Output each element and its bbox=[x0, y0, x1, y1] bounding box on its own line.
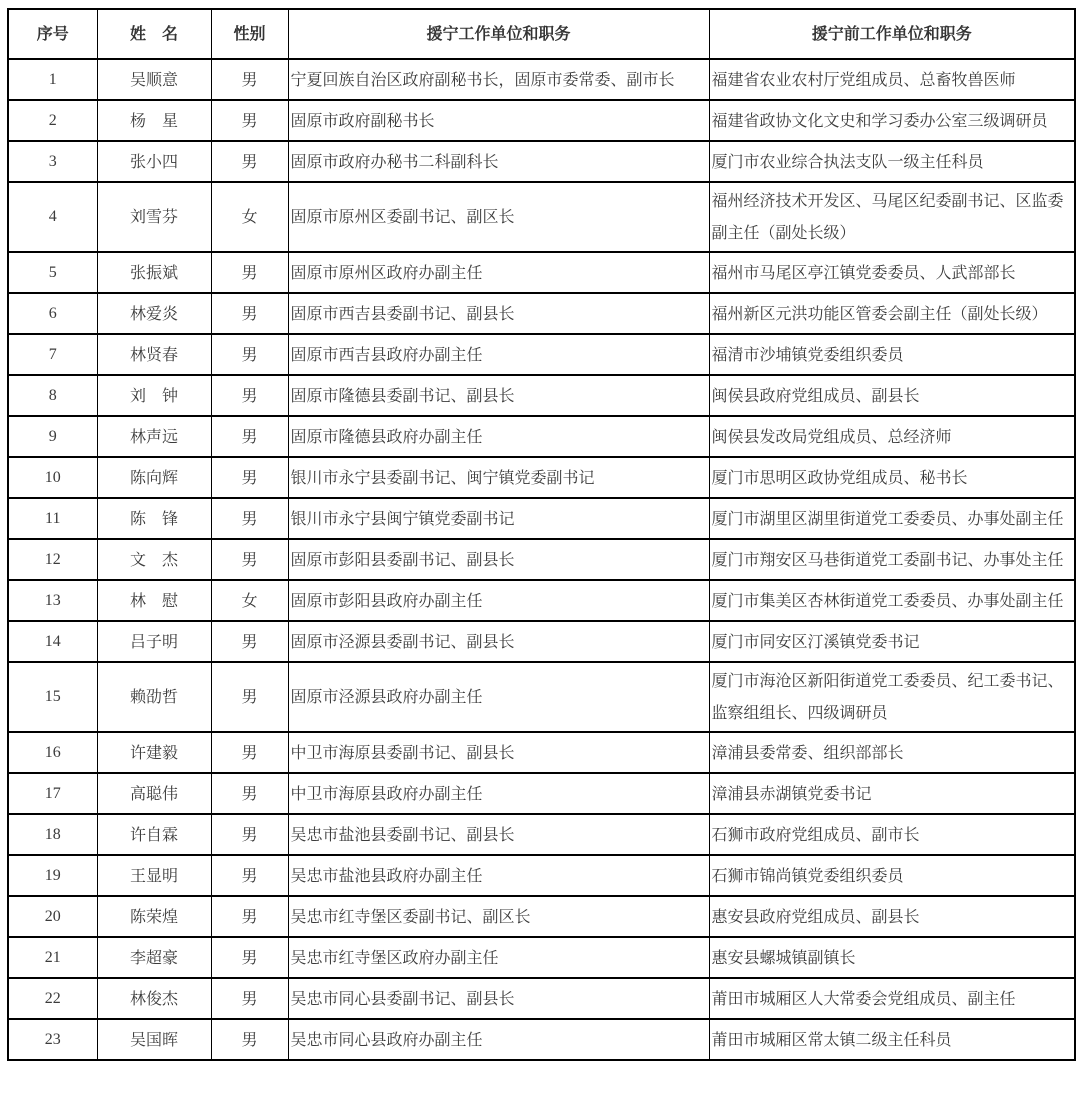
cell-gender: 男 bbox=[211, 293, 288, 334]
cell-previous-unit-position: 厦门市思明区政协党组成员、秘书长 bbox=[709, 457, 1075, 498]
table-body bbox=[8, 59, 1075, 1060]
table-row bbox=[8, 855, 1075, 896]
table-row bbox=[8, 416, 1075, 457]
cell-previous-unit-position: 福清市沙埔镇党委组织委员 bbox=[709, 334, 1075, 375]
cell-previous-unit-position: 石狮市锦尚镇党委组织委员 bbox=[709, 855, 1075, 896]
table-row bbox=[8, 580, 1075, 621]
cell-gender: 男 bbox=[211, 732, 288, 773]
cell-name: 陈荣煌 bbox=[97, 896, 211, 937]
cell-previous-unit-position: 闽侯县政府党组成员、副县长 bbox=[709, 375, 1075, 416]
cell-previous-unit-position: 福建省农业农村厅党组成员、总畜牧兽医师 bbox=[709, 59, 1075, 100]
cell-current-unit-position: 吴忠市盐池县委副书记、副县长 bbox=[288, 814, 709, 855]
table-row bbox=[8, 141, 1075, 182]
table-row bbox=[8, 662, 1075, 732]
table-row bbox=[8, 498, 1075, 539]
cell-gender: 男 bbox=[211, 662, 288, 732]
cell-gender: 男 bbox=[211, 498, 288, 539]
cell-serial-number: 16 bbox=[8, 732, 97, 773]
cell-previous-unit-position: 莆田市城厢区常太镇二级主任科员 bbox=[709, 1019, 1075, 1060]
cell-gender: 男 bbox=[211, 773, 288, 814]
cell-current-unit-position: 固原市政府办秘书二科副科长 bbox=[288, 141, 709, 182]
cell-current-unit-position: 银川市永宁县委副书记、闽宁镇党委副书记 bbox=[288, 457, 709, 498]
header-gender: 性别 bbox=[211, 9, 288, 59]
table-row bbox=[8, 937, 1075, 978]
cell-previous-unit-position: 福州新区元洪功能区管委会副主任（副处长级） bbox=[709, 293, 1075, 334]
cell-name: 王显明 bbox=[97, 855, 211, 896]
cell-gender: 男 bbox=[211, 814, 288, 855]
table-row bbox=[8, 375, 1075, 416]
cell-current-unit-position: 吴忠市同心县委副书记、副县长 bbox=[288, 978, 709, 1019]
cell-current-unit-position: 固原市隆德县委副书记、副县长 bbox=[288, 375, 709, 416]
cell-gender: 男 bbox=[211, 416, 288, 457]
cell-previous-unit-position: 福州经济技术开发区、马尾区纪委副书记、区监委副主任（副处长级） bbox=[709, 182, 1075, 252]
cell-name: 林爱炎 bbox=[97, 293, 211, 334]
table-row bbox=[8, 59, 1075, 100]
cell-previous-unit-position: 石狮市政府党组成员、副市长 bbox=[709, 814, 1075, 855]
cell-previous-unit-position: 福建省政协文化文史和学习委办公室三级调研员 bbox=[709, 100, 1075, 141]
cell-name: 刘 钟 bbox=[97, 375, 211, 416]
table-row bbox=[8, 1019, 1075, 1060]
table-row bbox=[8, 293, 1075, 334]
cell-previous-unit-position: 厦门市海沧区新阳街道党工委委员、纪工委书记、监察组组长、四级调研员 bbox=[709, 662, 1075, 732]
cell-name: 林 慰 bbox=[97, 580, 211, 621]
table-header-row bbox=[8, 9, 1075, 59]
cell-name: 赖劭哲 bbox=[97, 662, 211, 732]
cell-gender: 男 bbox=[211, 1019, 288, 1060]
cell-name: 吕子明 bbox=[97, 621, 211, 662]
cell-gender: 男 bbox=[211, 375, 288, 416]
cell-current-unit-position: 吴忠市红寺堡区委副书记、副区长 bbox=[288, 896, 709, 937]
cell-current-unit-position: 吴忠市盐池县政府办副主任 bbox=[288, 855, 709, 896]
cell-serial-number: 21 bbox=[8, 937, 97, 978]
cell-serial-number: 13 bbox=[8, 580, 97, 621]
cell-current-unit-position: 固原市西吉县委副书记、副县长 bbox=[288, 293, 709, 334]
cell-name: 张振斌 bbox=[97, 252, 211, 293]
cell-serial-number: 15 bbox=[8, 662, 97, 732]
cell-gender: 男 bbox=[211, 855, 288, 896]
cell-gender: 男 bbox=[211, 334, 288, 375]
table-row bbox=[8, 896, 1075, 937]
cell-serial-number: 9 bbox=[8, 416, 97, 457]
cell-current-unit-position: 吴忠市红寺堡区政府办副主任 bbox=[288, 937, 709, 978]
cell-gender: 女 bbox=[211, 182, 288, 252]
cell-serial-number: 12 bbox=[8, 539, 97, 580]
cell-name: 吴顺意 bbox=[97, 59, 211, 100]
cell-name: 刘雪芬 bbox=[97, 182, 211, 252]
header-previous-unit-position: 援宁前工作单位和职务 bbox=[709, 9, 1075, 59]
cell-current-unit-position: 固原市彭阳县委副书记、副县长 bbox=[288, 539, 709, 580]
cell-serial-number: 20 bbox=[8, 896, 97, 937]
cell-gender: 男 bbox=[211, 937, 288, 978]
header-serial-number: 序号 bbox=[8, 9, 97, 59]
cell-serial-number: 8 bbox=[8, 375, 97, 416]
table-row bbox=[8, 100, 1075, 141]
cell-serial-number: 6 bbox=[8, 293, 97, 334]
cell-previous-unit-position: 惠安县螺城镇副镇长 bbox=[709, 937, 1075, 978]
table-row bbox=[8, 539, 1075, 580]
cell-name: 陈 锋 bbox=[97, 498, 211, 539]
table-row bbox=[8, 621, 1075, 662]
cell-serial-number: 22 bbox=[8, 978, 97, 1019]
cell-serial-number: 18 bbox=[8, 814, 97, 855]
table-row bbox=[8, 814, 1075, 855]
cell-current-unit-position: 宁夏回族自治区政府副秘书长，固原市委常委、副市长 bbox=[288, 59, 709, 100]
cell-previous-unit-position: 厦门市湖里区湖里街道党工委委员、办事处副主任 bbox=[709, 498, 1075, 539]
cell-previous-unit-position: 莆田市城厢区人大常委会党组成员、副主任 bbox=[709, 978, 1075, 1019]
cell-gender: 男 bbox=[211, 141, 288, 182]
cell-serial-number: 1 bbox=[8, 59, 97, 100]
table-row bbox=[8, 773, 1075, 814]
cell-previous-unit-position: 漳浦县赤湖镇党委书记 bbox=[709, 773, 1075, 814]
table-row bbox=[8, 334, 1075, 375]
cell-current-unit-position: 固原市泾源县委副书记、副县长 bbox=[288, 621, 709, 662]
cell-gender: 男 bbox=[211, 621, 288, 662]
cell-current-unit-position: 中卫市海原县委副书记、副县长 bbox=[288, 732, 709, 773]
cell-name: 陈向辉 bbox=[97, 457, 211, 498]
cell-name: 高聪伟 bbox=[97, 773, 211, 814]
cell-gender: 男 bbox=[211, 100, 288, 141]
table-row bbox=[8, 457, 1075, 498]
cell-name: 杨 星 bbox=[97, 100, 211, 141]
table-row bbox=[8, 978, 1075, 1019]
cell-name: 许建毅 bbox=[97, 732, 211, 773]
cell-name: 吴国晖 bbox=[97, 1019, 211, 1060]
table-container bbox=[7, 8, 1074, 1061]
cell-name: 林贤春 bbox=[97, 334, 211, 375]
cell-name: 张小四 bbox=[97, 141, 211, 182]
cell-serial-number: 14 bbox=[8, 621, 97, 662]
cell-serial-number: 2 bbox=[8, 100, 97, 141]
cell-serial-number: 10 bbox=[8, 457, 97, 498]
cell-current-unit-position: 固原市隆德县政府办副主任 bbox=[288, 416, 709, 457]
table-row bbox=[8, 182, 1075, 252]
header-name: 姓 名 bbox=[97, 9, 211, 59]
cell-serial-number: 7 bbox=[8, 334, 97, 375]
cell-current-unit-position: 吴忠市同心县政府办副主任 bbox=[288, 1019, 709, 1060]
cell-current-unit-position: 固原市原州区政府办副主任 bbox=[288, 252, 709, 293]
table-row bbox=[8, 732, 1075, 773]
cell-gender: 男 bbox=[211, 457, 288, 498]
cell-current-unit-position: 固原市泾源县政府办副主任 bbox=[288, 662, 709, 732]
cell-serial-number: 19 bbox=[8, 855, 97, 896]
cell-serial-number: 3 bbox=[8, 141, 97, 182]
cell-previous-unit-position: 福州市马尾区亭江镇党委委员、人武部部长 bbox=[709, 252, 1075, 293]
cell-gender: 男 bbox=[211, 978, 288, 1019]
cell-previous-unit-position: 厦门市集美区杏林街道党工委委员、办事处副主任 bbox=[709, 580, 1075, 621]
cell-name: 林俊杰 bbox=[97, 978, 211, 1019]
cell-current-unit-position: 中卫市海原县政府办副主任 bbox=[288, 773, 709, 814]
cell-name: 文 杰 bbox=[97, 539, 211, 580]
cell-previous-unit-position: 厦门市农业综合执法支队一级主任科员 bbox=[709, 141, 1075, 182]
aid-officials-table bbox=[7, 8, 1076, 1061]
cell-name: 许自霖 bbox=[97, 814, 211, 855]
cell-previous-unit-position: 厦门市翔安区马巷街道党工委副书记、办事处主任 bbox=[709, 539, 1075, 580]
cell-name: 林声远 bbox=[97, 416, 211, 457]
cell-current-unit-position: 固原市政府副秘书长 bbox=[288, 100, 709, 141]
cell-gender: 男 bbox=[211, 896, 288, 937]
cell-name: 李超豪 bbox=[97, 937, 211, 978]
cell-current-unit-position: 银川市永宁县闽宁镇党委副书记 bbox=[288, 498, 709, 539]
cell-previous-unit-position: 漳浦县委常委、组织部部长 bbox=[709, 732, 1075, 773]
cell-previous-unit-position: 惠安县政府党组成员、副县长 bbox=[709, 896, 1075, 937]
cell-previous-unit-position: 闽侯县发改局党组成员、总经济师 bbox=[709, 416, 1075, 457]
cell-serial-number: 4 bbox=[8, 182, 97, 252]
cell-previous-unit-position: 厦门市同安区汀溪镇党委书记 bbox=[709, 621, 1075, 662]
cell-gender: 男 bbox=[211, 59, 288, 100]
cell-current-unit-position: 固原市西吉县政府办副主任 bbox=[288, 334, 709, 375]
cell-current-unit-position: 固原市彭阳县政府办副主任 bbox=[288, 580, 709, 621]
cell-gender: 男 bbox=[211, 539, 288, 580]
cell-serial-number: 23 bbox=[8, 1019, 97, 1060]
table-row bbox=[8, 252, 1075, 293]
cell-serial-number: 17 bbox=[8, 773, 97, 814]
cell-gender: 男 bbox=[211, 252, 288, 293]
cell-serial-number: 5 bbox=[8, 252, 97, 293]
cell-serial-number: 11 bbox=[8, 498, 97, 539]
cell-gender: 女 bbox=[211, 580, 288, 621]
header-current-unit-position: 援宁工作单位和职务 bbox=[288, 9, 709, 59]
cell-current-unit-position: 固原市原州区委副书记、副区长 bbox=[288, 182, 709, 252]
